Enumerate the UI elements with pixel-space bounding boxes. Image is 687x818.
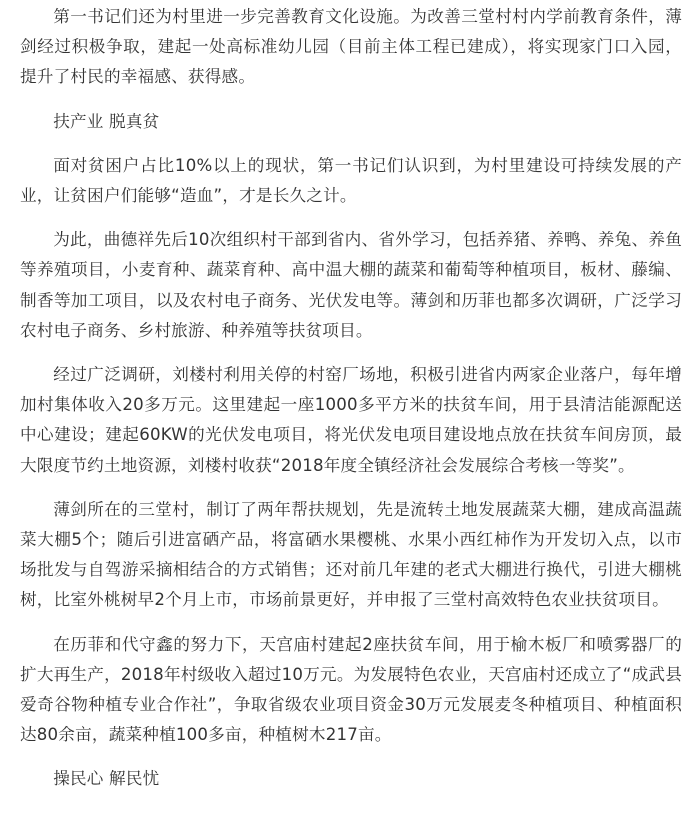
- paragraph-gap: [20, 211, 682, 225]
- paragraph-gap: [20, 137, 682, 151]
- paragraph-study-tours: 为此，曲德祥先后10次组织村干部到省内、省外学习，包括养猪、养鸭、养兔、养鱼等养殖项目，小麦育种、蔬菜育种、高中温大棚的蔬菜和葡萄等种植项目，板材、藤编、制香等加工项目，以及农村电子商务、光伏发电等。薄剑和历菲也都多次调研，广泛学习农村电子商务、乡村旅游、种养殖等扶贫项目。: [20, 230, 682, 340]
- article-body: [20, 0, 682, 795]
- paragraph-tiangongmiao-village: 在历菲和代守鑫的努力下，天宫庙村建起2座扶贫车间，用于榆木板厂和喷雾器厂的扩大再生产，2018年村级收入超过10万元。为发展特色农业，天宫庙村还成立了“成武县爱奇谷物种植专业合作社”，争取省级农业项目资金30万元发展麦冬种植项目、种植面积达80余亩，蔬菜种植100多亩，种植树木217亩。: [20, 634, 682, 745]
- paragraph-education: 第一书记们还为村里进一步完善教育文化设施。为改善三堂村村内学前教育条件，薄剑经过积极争取，建起一处高标准幼儿园（目前主体工程已建成），将实现家门口入园，提升了村民的幸福感、获得感。: [20, 7, 682, 87]
- paragraph-gap: [20, 346, 682, 360]
- paragraph-gap: [20, 93, 682, 107]
- paragraph-liulou-village: 经过广泛调研，刘楼村利用关停的村窑厂场地，积极引进省内两家企业落户，每年增加村集体收入20多万元。这里建起一座1000多平方米的扶贫车间，用于县清洁能源配送中心建设；建起60KW的光伏发电项目，将光伏发电项目建设地点放在扶贫车间房顶，最大限度节约土地资源，刘楼村收获“2018年度全镇经济社会发展综合考核一等奖”。: [20, 365, 682, 475]
- paragraph-gap: [20, 616, 682, 630]
- section-heading-people: 操民心 解民忧: [53, 769, 160, 789]
- paragraph-gap: [20, 481, 682, 495]
- paragraph-poverty-ratio: 面对贫困户占比10%以上的现状，第一书记们认识到，为村里建设可持续发展的产业，让贫困户们能够“造血”，才是长久之计。: [20, 155, 682, 206]
- paragraph-gap: [20, 750, 682, 764]
- paragraph-santang-village: 薄剑所在的三堂村，制订了两年帮扶规划，先是流转土地发展蔬菜大棚，建成高温蔬菜大棚5个；随后引进富硒产品，将富硒水果樱桃、水果小西红柿作为开发切入点，以市场批发与自驾游采摘相结合的方式销售；还对前几年建的老式大棚进行换代，引进大棚桃树，比室外桃树早2个月上市，市场前景更好，并申报了三堂村高效特色农业扶贫项目。: [20, 499, 682, 610]
- section-heading-industry: 扶产业 脱真贫: [53, 111, 160, 131]
